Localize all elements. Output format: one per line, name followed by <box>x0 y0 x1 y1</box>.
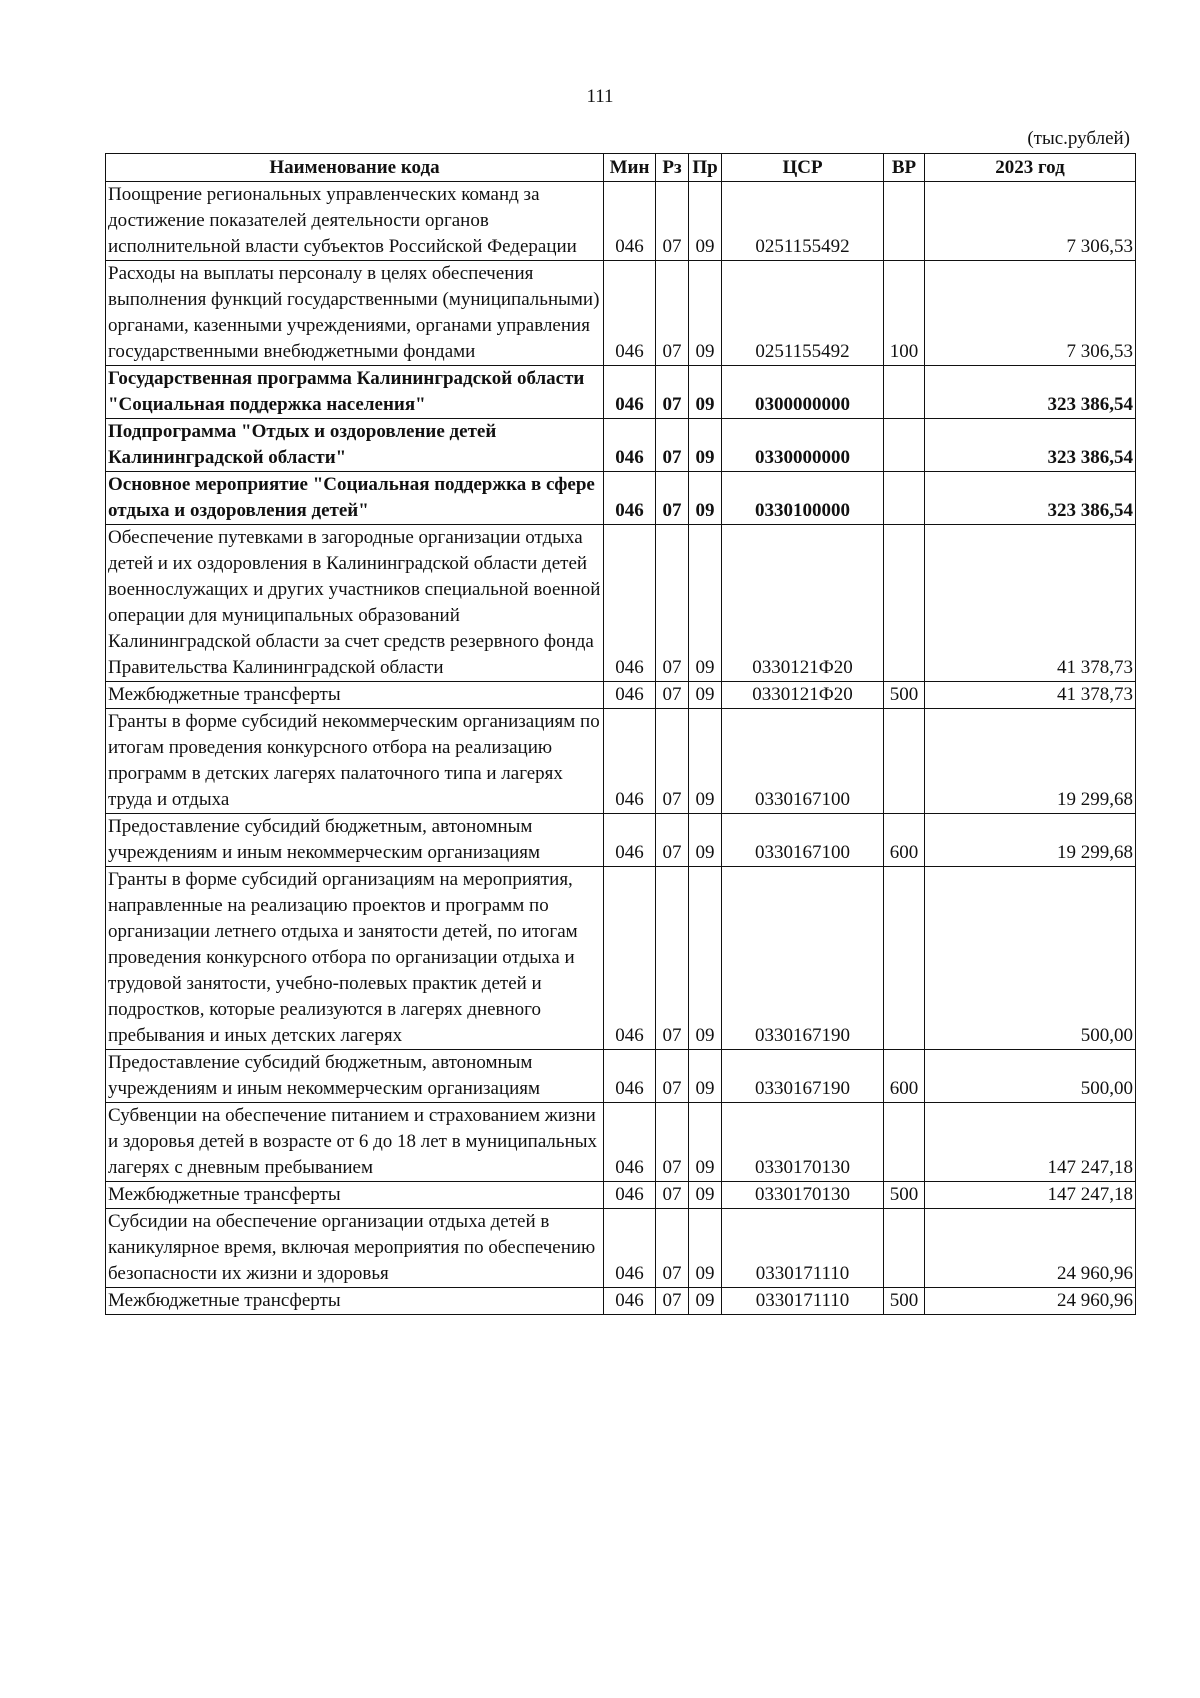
row-csr-cell: 0330167190 <box>722 1050 884 1103</box>
row-name-cell: Межбюджетные трансферты <box>106 1182 604 1209</box>
row-name-cell: Гранты в форме субсидий некоммерческим организациям по итогам проведения конкурсного отбора на реализацию программ в детских лагерях палаточного типа и лагерях труда и отдыха <box>106 709 604 814</box>
row-csr-cell: 0251155492 <box>722 182 884 261</box>
row-amount-cell: 147 247,18 <box>925 1182 1136 1209</box>
row-min-cell: 046 <box>604 1050 656 1103</box>
row-pr-cell: 09 <box>689 709 722 814</box>
row-name-cell: Предоставление субсидий бюджетным, автономным учреждениям и иным некоммерческим организациям <box>106 1050 604 1103</box>
row-csr-cell: 0300000000 <box>722 366 884 419</box>
row-amount-cell: 323 386,54 <box>925 419 1136 472</box>
row-name-cell: Межбюджетные трансферты <box>106 682 604 709</box>
row-min-cell: 046 <box>604 1209 656 1288</box>
row-pr-cell: 09 <box>689 1182 722 1209</box>
row-name-cell: Подпрограмма "Отдых и оздоровление детей Калининградской области" <box>106 419 604 472</box>
row-pr-cell: 09 <box>689 261 722 366</box>
row-rz-cell: 07 <box>656 472 689 525</box>
row-pr-cell: 09 <box>689 525 722 682</box>
row-pr-cell: 09 <box>689 814 722 867</box>
row-pr-cell: 09 <box>689 1103 722 1182</box>
row-rz-cell: 07 <box>656 419 689 472</box>
row-vr-cell <box>884 182 925 261</box>
row-name-cell: Субвенции на обеспечение питанием и страхованием жизни и здоровья детей в возрасте от 6 до 18 лет в муниципальных лагерях с дневным пребыванием <box>106 1103 604 1182</box>
row-amount-cell: 500,00 <box>925 867 1136 1050</box>
row-vr-cell <box>884 472 925 525</box>
row-amount-cell: 7 306,53 <box>925 261 1136 366</box>
column-header-vr: ВР <box>884 154 925 182</box>
row-amount-cell: 24 960,96 <box>925 1209 1136 1288</box>
table-row <box>106 182 1136 261</box>
row-rz-cell: 07 <box>656 366 689 419</box>
table-row <box>106 525 1136 682</box>
row-rz-cell: 07 <box>656 1288 689 1315</box>
table-row <box>106 472 1136 525</box>
row-csr-cell: 0251155492 <box>722 261 884 366</box>
row-name-cell: Межбюджетные трансферты <box>106 1288 604 1315</box>
row-rz-cell: 07 <box>656 867 689 1050</box>
row-vr-cell <box>884 366 925 419</box>
units-label: (тыс.рублей) <box>1027 128 1130 149</box>
row-min-cell: 046 <box>604 525 656 682</box>
row-min-cell: 046 <box>604 1103 656 1182</box>
table-row <box>106 709 1136 814</box>
row-rz-cell: 07 <box>656 682 689 709</box>
table-row <box>106 1103 1136 1182</box>
row-pr-cell: 09 <box>689 1050 722 1103</box>
row-vr-cell: 100 <box>884 261 925 366</box>
row-csr-cell: 0330121Ф20 <box>722 682 884 709</box>
column-header-pr: Пр <box>689 154 722 182</box>
row-min-cell: 046 <box>604 682 656 709</box>
table-row <box>106 366 1136 419</box>
row-name-cell: Поощрение региональных управленческих команд за достижение показателей деятельности органов исполнительной власти субъектов Российской Федерации <box>106 182 604 261</box>
row-pr-cell: 09 <box>689 867 722 1050</box>
row-name-cell: Предоставление субсидий бюджетным, автономным учреждениям и иным некоммерческим организациям <box>106 814 604 867</box>
row-name-cell: Обеспечение путевками в загородные организации отдыха детей и их оздоровления в Калининградской области детей военнослужащих и других участников специальной военной операции для муниципальных образований Калининградской области за счет средств резервного фонда Правительства Калининградской области <box>106 525 604 682</box>
row-min-cell: 046 <box>604 366 656 419</box>
row-csr-cell: 0330121Ф20 <box>722 525 884 682</box>
table-row <box>106 814 1136 867</box>
row-rz-cell: 07 <box>656 814 689 867</box>
table-row <box>106 1050 1136 1103</box>
table-row <box>106 1182 1136 1209</box>
row-rz-cell: 07 <box>656 1182 689 1209</box>
table-body <box>106 182 1136 1315</box>
table-row <box>106 867 1136 1050</box>
row-rz-cell: 07 <box>656 261 689 366</box>
row-rz-cell: 07 <box>656 709 689 814</box>
row-pr-cell: 09 <box>689 366 722 419</box>
row-rz-cell: 07 <box>656 1209 689 1288</box>
row-amount-cell: 147 247,18 <box>925 1103 1136 1182</box>
row-vr-cell <box>884 525 925 682</box>
row-pr-cell: 09 <box>689 182 722 261</box>
page-number: 111 <box>586 86 614 107</box>
row-csr-cell: 0330171110 <box>722 1209 884 1288</box>
row-vr-cell <box>884 867 925 1050</box>
row-amount-cell: 500,00 <box>925 1050 1136 1103</box>
row-amount-cell: 323 386,54 <box>925 472 1136 525</box>
row-amount-cell: 41 378,73 <box>925 682 1136 709</box>
row-vr-cell <box>884 709 925 814</box>
row-vr-cell: 600 <box>884 1050 925 1103</box>
row-min-cell: 046 <box>604 709 656 814</box>
column-header-min: Мин <box>604 154 656 182</box>
row-amount-cell: 323 386,54 <box>925 366 1136 419</box>
row-vr-cell: 500 <box>884 682 925 709</box>
row-name-cell: Основное мероприятие "Социальная поддержка в сфере отдыха и оздоровления детей" <box>106 472 604 525</box>
column-header-name: Наименование кода <box>106 154 604 182</box>
row-min-cell: 046 <box>604 419 656 472</box>
row-csr-cell: 0330167100 <box>722 709 884 814</box>
budget-table <box>105 153 1136 1315</box>
row-csr-cell: 0330170130 <box>722 1103 884 1182</box>
row-csr-cell: 0330171110 <box>722 1288 884 1315</box>
row-pr-cell: 09 <box>689 682 722 709</box>
row-vr-cell <box>884 419 925 472</box>
row-vr-cell: 600 <box>884 814 925 867</box>
table-row <box>106 682 1136 709</box>
row-csr-cell: 0330167190 <box>722 867 884 1050</box>
column-header-amount: 2023 год <box>925 154 1136 182</box>
table-header-row <box>106 154 1136 182</box>
row-pr-cell: 09 <box>689 1288 722 1315</box>
row-rz-cell: 07 <box>656 525 689 682</box>
row-csr-cell: 0330000000 <box>722 419 884 472</box>
row-rz-cell: 07 <box>656 1103 689 1182</box>
row-pr-cell: 09 <box>689 472 722 525</box>
row-pr-cell: 09 <box>689 419 722 472</box>
row-amount-cell: 41 378,73 <box>925 525 1136 682</box>
row-pr-cell: 09 <box>689 1209 722 1288</box>
row-amount-cell: 19 299,68 <box>925 814 1136 867</box>
row-amount-cell: 19 299,68 <box>925 709 1136 814</box>
row-csr-cell: 0330167100 <box>722 814 884 867</box>
row-name-cell: Гранты в форме субсидий организациям на мероприятия, направленные на реализацию проектов и программ по организации летнего отдыха и занятости детей, по итогам проведения конкурсного отбора по организации отдыха и трудовой занятости, учебно-полевых практик детей и подростков, которые реализуются в лагерях дневного пребывания и иных детских лагерях <box>106 867 604 1050</box>
row-csr-cell: 0330170130 <box>722 1182 884 1209</box>
row-min-cell: 046 <box>604 1288 656 1315</box>
row-min-cell: 046 <box>604 814 656 867</box>
column-header-csr: ЦСР <box>722 154 884 182</box>
row-min-cell: 046 <box>604 182 656 261</box>
row-rz-cell: 07 <box>656 1050 689 1103</box>
row-min-cell: 046 <box>604 867 656 1050</box>
row-vr-cell: 500 <box>884 1288 925 1315</box>
row-rz-cell: 07 <box>656 182 689 261</box>
row-vr-cell: 500 <box>884 1182 925 1209</box>
row-name-cell: Государственная программа Калининградской области "Социальная поддержка населения" <box>106 366 604 419</box>
row-name-cell: Расходы на выплаты персоналу в целях обеспечения выполнения функций государственными (муниципальными) органами, казенными учреждениями, органами управления государственными внебюджетными фондами <box>106 261 604 366</box>
table-row <box>106 419 1136 472</box>
row-min-cell: 046 <box>604 261 656 366</box>
table-row <box>106 261 1136 366</box>
row-vr-cell <box>884 1209 925 1288</box>
column-header-rz: Рз <box>656 154 689 182</box>
table-row <box>106 1288 1136 1315</box>
row-vr-cell <box>884 1103 925 1182</box>
row-name-cell: Субсидии на обеспечение организации отдыха детей в каникулярное время, включая мероприятия по обеспечению безопасности их жизни и здоровья <box>106 1209 604 1288</box>
row-csr-cell: 0330100000 <box>722 472 884 525</box>
table-row <box>106 1209 1136 1288</box>
row-min-cell: 046 <box>604 1182 656 1209</box>
row-min-cell: 046 <box>604 472 656 525</box>
row-amount-cell: 24 960,96 <box>925 1288 1136 1315</box>
row-amount-cell: 7 306,53 <box>925 182 1136 261</box>
